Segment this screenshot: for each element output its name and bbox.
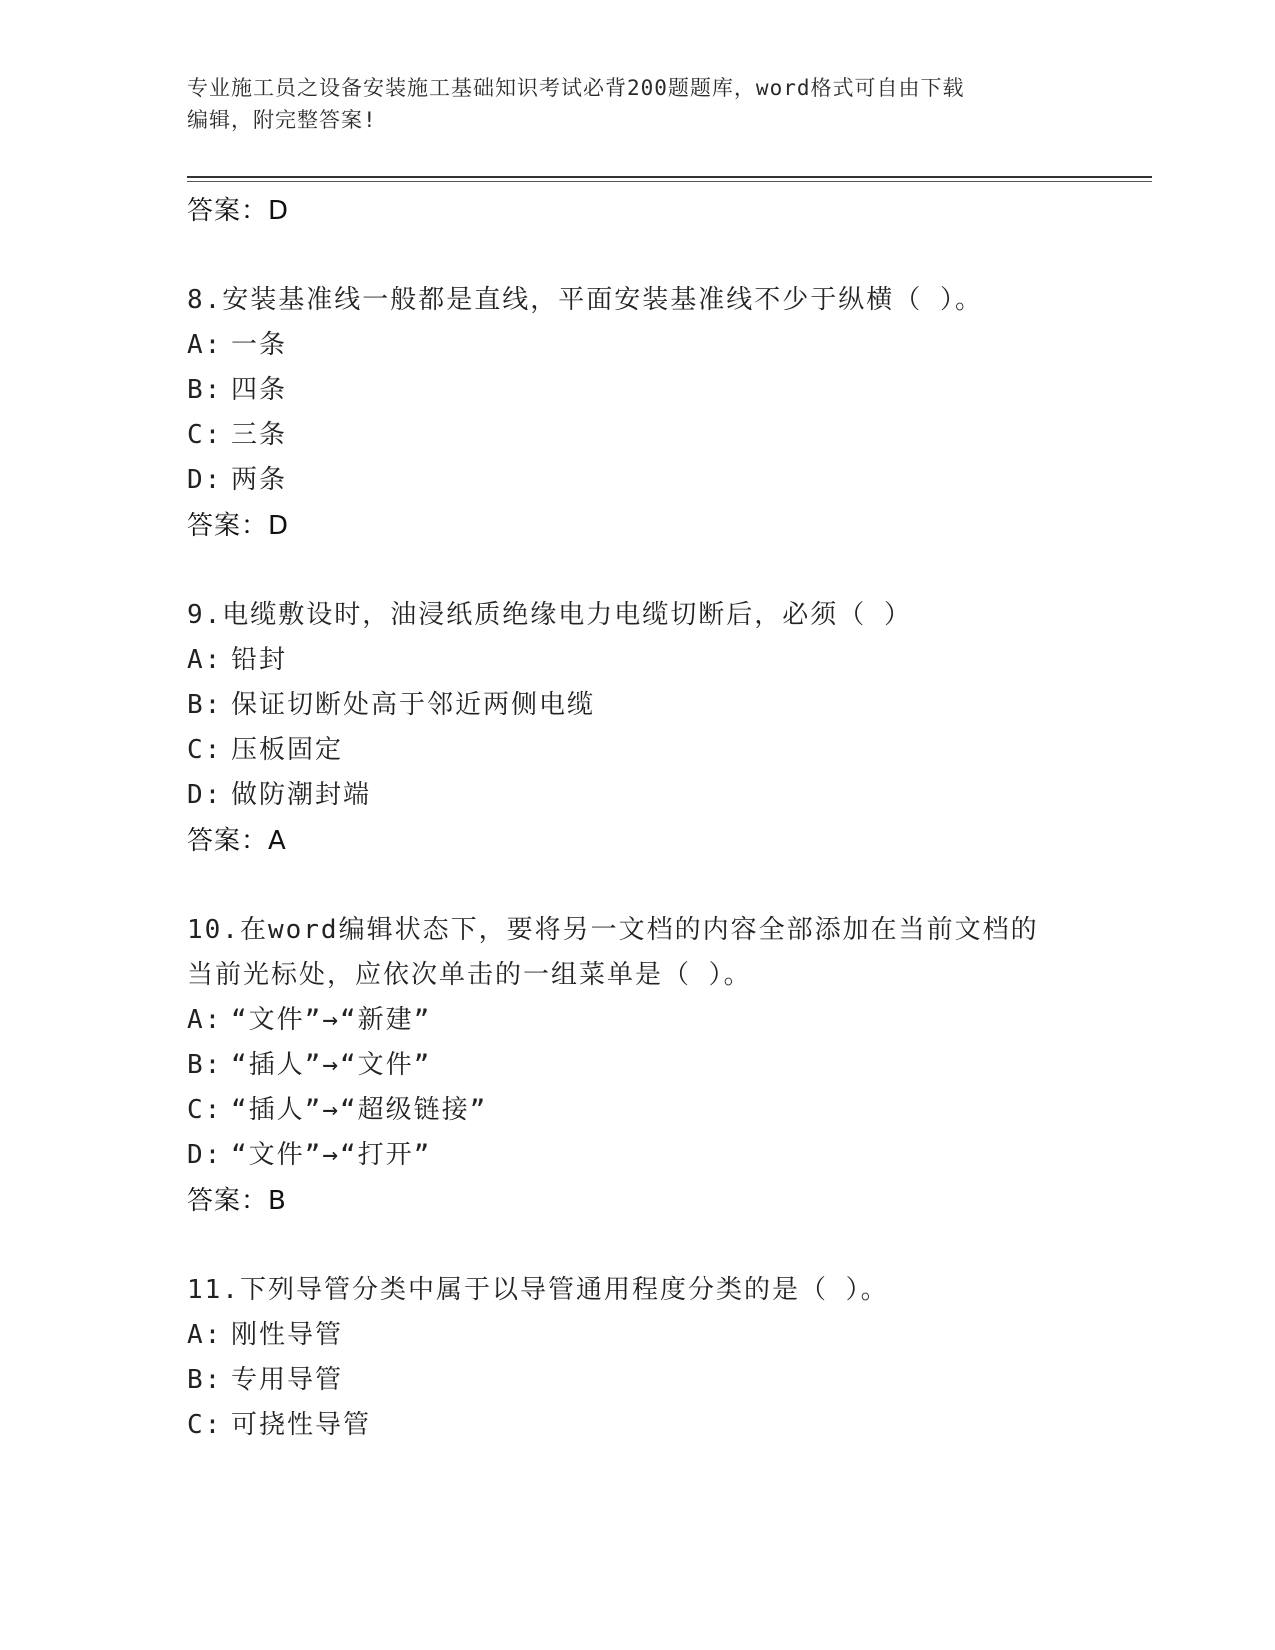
- option-d: [187, 773, 1087, 818]
- option-b: [187, 1358, 1087, 1403]
- header-title-line-1: 专业施工员之设备安装施工基础知识考试必背200题题库，word格式可自由下载: [187, 76, 965, 100]
- option-c: [187, 1088, 1087, 1133]
- option-b: [187, 368, 1087, 413]
- option-c: [187, 1403, 1087, 1448]
- question-text: 8.安装基准线一般都是直线，平面安装基准线不少于纵横（ ）。: [187, 285, 983, 315]
- option-letter: A:: [187, 1005, 223, 1035]
- question-list: [187, 188, 1087, 1448]
- option-letter: C:: [187, 420, 223, 450]
- question-block: [187, 1268, 1087, 1448]
- option-text: “插人”→“文件”: [231, 1050, 432, 1080]
- option-letter: A:: [187, 330, 223, 360]
- option-letter: C:: [187, 735, 223, 765]
- question-answer: 答案：D: [187, 511, 290, 541]
- option-text: “文件”→“打开”: [231, 1140, 432, 1170]
- option-letter: C:: [187, 1095, 223, 1125]
- option-text: 保证切断处高于邻近两侧电缆: [231, 690, 596, 720]
- option-letter: D:: [187, 1140, 223, 1170]
- header-rule-thick: [187, 176, 1152, 178]
- option-text: 专用导管: [231, 1365, 344, 1395]
- question-text: 9.电缆敷设时，油浸纸质绝缘电力电缆切断后，必须（ ）: [187, 600, 912, 630]
- question-block: [187, 908, 1087, 1224]
- option-a: [187, 638, 1087, 683]
- question-text-line-1: 10.在word编辑状态下，要将另一文档的内容全部添加在当前文档的: [187, 915, 1039, 945]
- option-a: [187, 323, 1087, 368]
- header-title-line-2: 编辑，附完整答案!: [187, 108, 377, 132]
- option-text: 三条: [231, 420, 288, 450]
- option-letter: B:: [187, 1050, 223, 1080]
- option-text: 可挠性导管: [231, 1410, 372, 1440]
- option-d: [187, 458, 1087, 503]
- header-rule-thin: [187, 181, 1152, 182]
- option-b: [187, 683, 1087, 728]
- option-c: [187, 728, 1087, 773]
- option-text: 两条: [231, 465, 288, 495]
- option-text: 压板固定: [231, 735, 344, 765]
- option-d: [187, 1133, 1087, 1178]
- option-text: 铅封: [231, 645, 288, 675]
- option-b: [187, 1043, 1087, 1088]
- option-text: 刚性导管: [231, 1320, 344, 1350]
- option-letter: D:: [187, 465, 223, 495]
- question-answer: 答案：A: [187, 826, 287, 856]
- document-header: [187, 72, 1067, 136]
- option-a: [187, 1313, 1087, 1358]
- question-answer: 答案：B: [187, 1186, 287, 1216]
- option-letter: B:: [187, 1365, 223, 1395]
- option-letter: C:: [187, 1410, 223, 1440]
- option-text: 四条: [231, 375, 288, 405]
- option-letter: D:: [187, 780, 223, 810]
- option-text: “文件”→“新建”: [231, 1005, 432, 1035]
- question-text: 11.下列导管分类中属于以导管通用程度分类的是（ ）。: [187, 1275, 889, 1305]
- option-letter: A:: [187, 645, 223, 675]
- option-a: [187, 998, 1087, 1043]
- question-block: [187, 593, 1087, 864]
- previous-answer: 答案：D: [187, 196, 290, 226]
- option-letter: A:: [187, 1320, 223, 1350]
- option-letter: B:: [187, 690, 223, 720]
- option-c: [187, 413, 1087, 458]
- option-text: 做防潮封端: [231, 780, 372, 810]
- option-text: “插人”→“超级链接”: [231, 1095, 488, 1125]
- question-block: [187, 278, 1087, 549]
- question-text-line-2: 当前光标处，应依次单击的一组菜单是（ ）。: [187, 960, 752, 990]
- option-letter: B:: [187, 375, 223, 405]
- option-text: 一条: [231, 330, 288, 360]
